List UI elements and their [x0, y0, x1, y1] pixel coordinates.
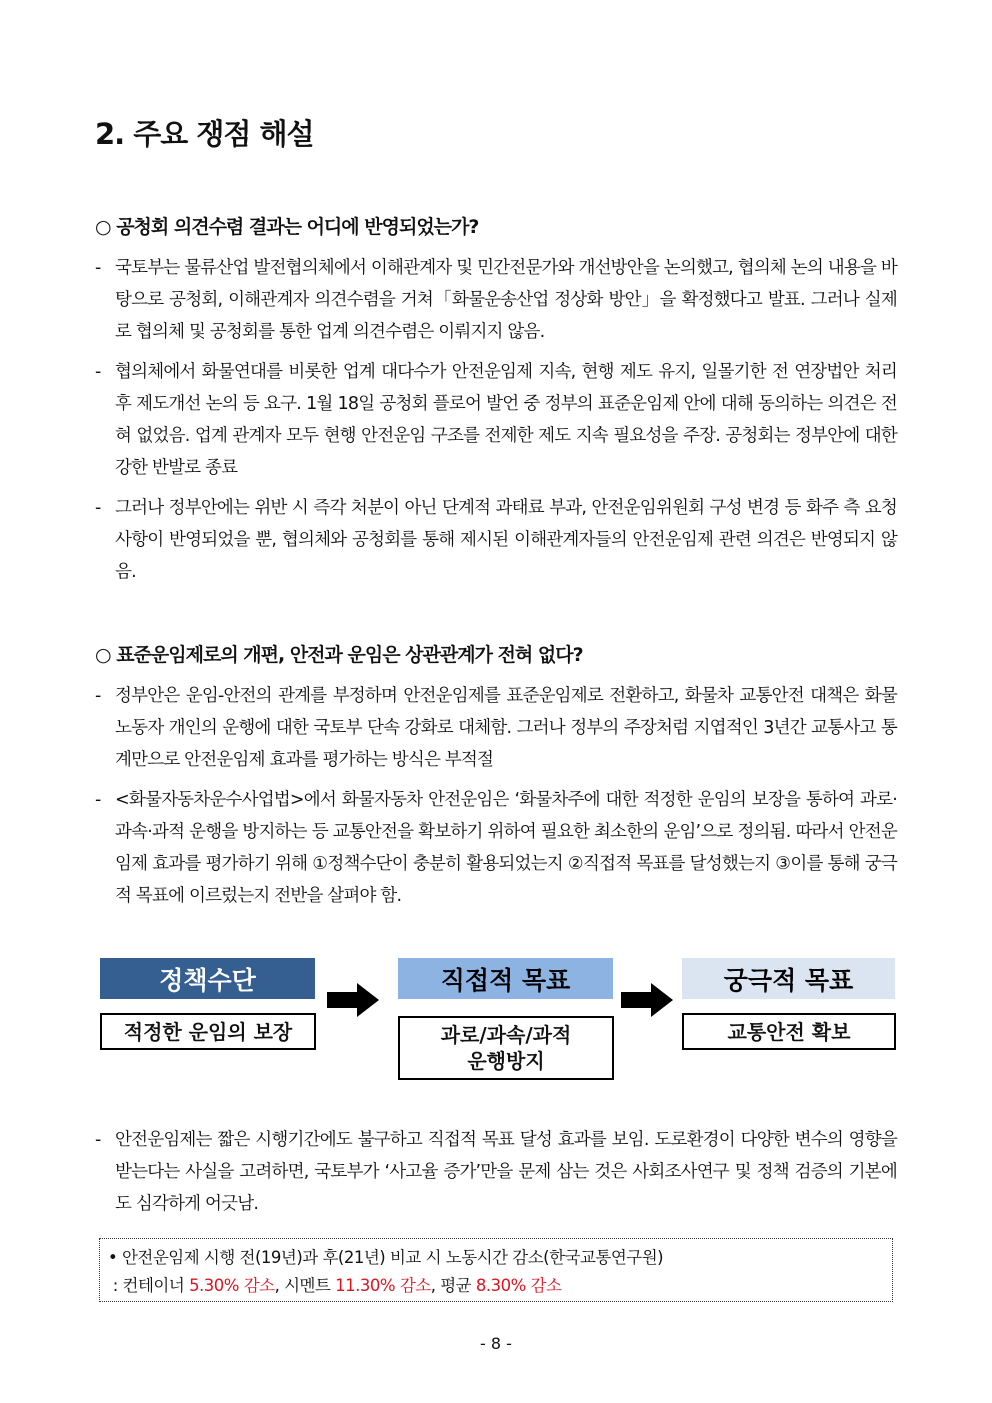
note-line-1: • 안전운임제 시행 전(19년)과 후(21년) 비교 시 노동시간 감소(한국교통연구원) — [108, 1248, 664, 1267]
section-2-paragraph-3 — [95, 1124, 897, 1220]
paragraph-text: 안전운임제는 짧은 시행기간에도 불구하고 직접적 목표 달성 효과를 보임. 도로환경이 다양한 변수의 영향을 받는다는 사실을 고려하면, 국토부가 ‘사고율 증가’만을 문제 삼는 것은 사회조사연구 및 정책 검증의 기본에도 심각하게 어긋남. — [115, 1130, 897, 1214]
section-1-paragraph-3 — [95, 492, 897, 588]
dash: - — [95, 362, 101, 382]
note-separator: , 평균 — [430, 1276, 476, 1295]
page-number: - 8 - — [480, 1334, 512, 1353]
dash: - — [95, 790, 101, 810]
arrow-right-icon — [327, 983, 379, 1017]
paragraph-text: <화물자동차운수사업법>에서 화물자동차 안전운임은 ‘화물차주에 대한 적정한 운임의 보장을 통하여 과로·과속·과적 운행을 방지하는 등 교통안전을 확보하기 위하여 필요한 최소한의 운임’으로 정의됨. 따라서 안전운임제 효과를 평가하기 위해 ①정책수단이 충분히 활용되었는지 ②직접적 목표를 달성했는지 ③이를 통해 궁극적 목표에 이르렀는지 전반을 살펴야 함. — [115, 790, 897, 906]
section-1-paragraph-2 — [95, 356, 897, 484]
note-separator: , 시멘트 — [274, 1276, 336, 1295]
stage-3-header: 궁극적 목표 — [682, 958, 895, 999]
arrow-right-icon — [621, 983, 673, 1017]
stage-2-body-line-1: 과로/과속/과적 — [440, 1023, 572, 1047]
section-2-paragraph-2 — [95, 784, 897, 912]
paragraph-text: 국토부는 물류산업 발전협의체에서 이해관계자 및 민간전문가와 개선방안을 논의했고, 협의체 논의 내용을 바탕으로 공청회, 이해관계자 의견수렴을 거쳐「화물운송산업 정상화 방안」을 확정했다고 발표. 그러나 실제로 협의체 및 공청회를 통한 업계 의견수렴은 이뤄지지 않음. — [115, 258, 897, 342]
paragraph-text: 정부안은 운임-안전의 관계를 부정하며 안전운임제를 표준운임제로 전환하고, 화물차 교통안전 대책은 화물노동자 개인의 운행에 대한 국토부 단속 강화로 대체함. 그러나 정부의 주장처럼 지엽적인 3년간 교통사고 통계만으로 안전운임제 효과를 평가하는 방식은 부적절 — [115, 686, 897, 770]
section-2-title: ○ 표준운임제로의 개편, 안전과 운임은 상관관계가 전혀 없다? — [95, 644, 583, 666]
stage-2-body — [398, 1016, 614, 1080]
stage-1-body: 적정한 운임의 보장 — [100, 1013, 316, 1050]
page-heading: 2. 주요 쟁점 해설 — [95, 117, 314, 151]
stage-3-body: 교통안전 확보 — [682, 1013, 896, 1050]
dash: - — [95, 498, 101, 518]
cement-value: 11.30% 감소 — [335, 1276, 431, 1295]
note-box — [99, 1238, 893, 1302]
paragraph-text: 협의체에서 화물연대를 비롯한 업계 대다수가 안전운임제 지속, 현행 제도 유지, 일몰기한 전 연장법안 처리 후 제도개선 논의 등 요구. 1월 18일 공청회 플로어 발언 중 정부의 표준운임제 안에 대해 동의하는 의견은 전혀 없었음. 업계 관계자 모두 현행 안전운임 구조를 전제한 제도 지속 필요성을 주장. 공청회는 정부안에 대한 강한 반발로 종료 — [115, 362, 897, 478]
section-2-paragraph-1 — [95, 680, 897, 776]
note-line-2 — [108, 1272, 892, 1300]
dash: - — [95, 686, 101, 706]
section-1-title: ○ 공청회 의견수렴 결과는 어디에 반영되었는가? — [95, 216, 479, 238]
note-prefix: : 컨테이너 — [108, 1276, 190, 1295]
dash: - — [95, 1130, 101, 1150]
stage-2-header: 직접적 목표 — [398, 958, 613, 999]
average-value: 8.30% 감소 — [475, 1276, 562, 1295]
container-value: 5.30% 감소 — [189, 1276, 275, 1295]
paragraph-text: 그러나 정부안에는 위반 시 즉각 처분이 아닌 단계적 과태료 부과, 안전운임위원회 구성 변경 등 화주 측 요청 사항이 반영되었을 뿐, 협의체와 공청회를 통해 제시된 이해관계자들의 안전운임제 관련 의견은 반영되지 않음. — [115, 498, 897, 582]
dash: - — [95, 258, 101, 278]
section-1-paragraph-1 — [95, 252, 897, 348]
stage-2-body-line-2: 운행방지 — [467, 1049, 545, 1073]
stage-1-header: 정책수단 — [100, 958, 315, 999]
